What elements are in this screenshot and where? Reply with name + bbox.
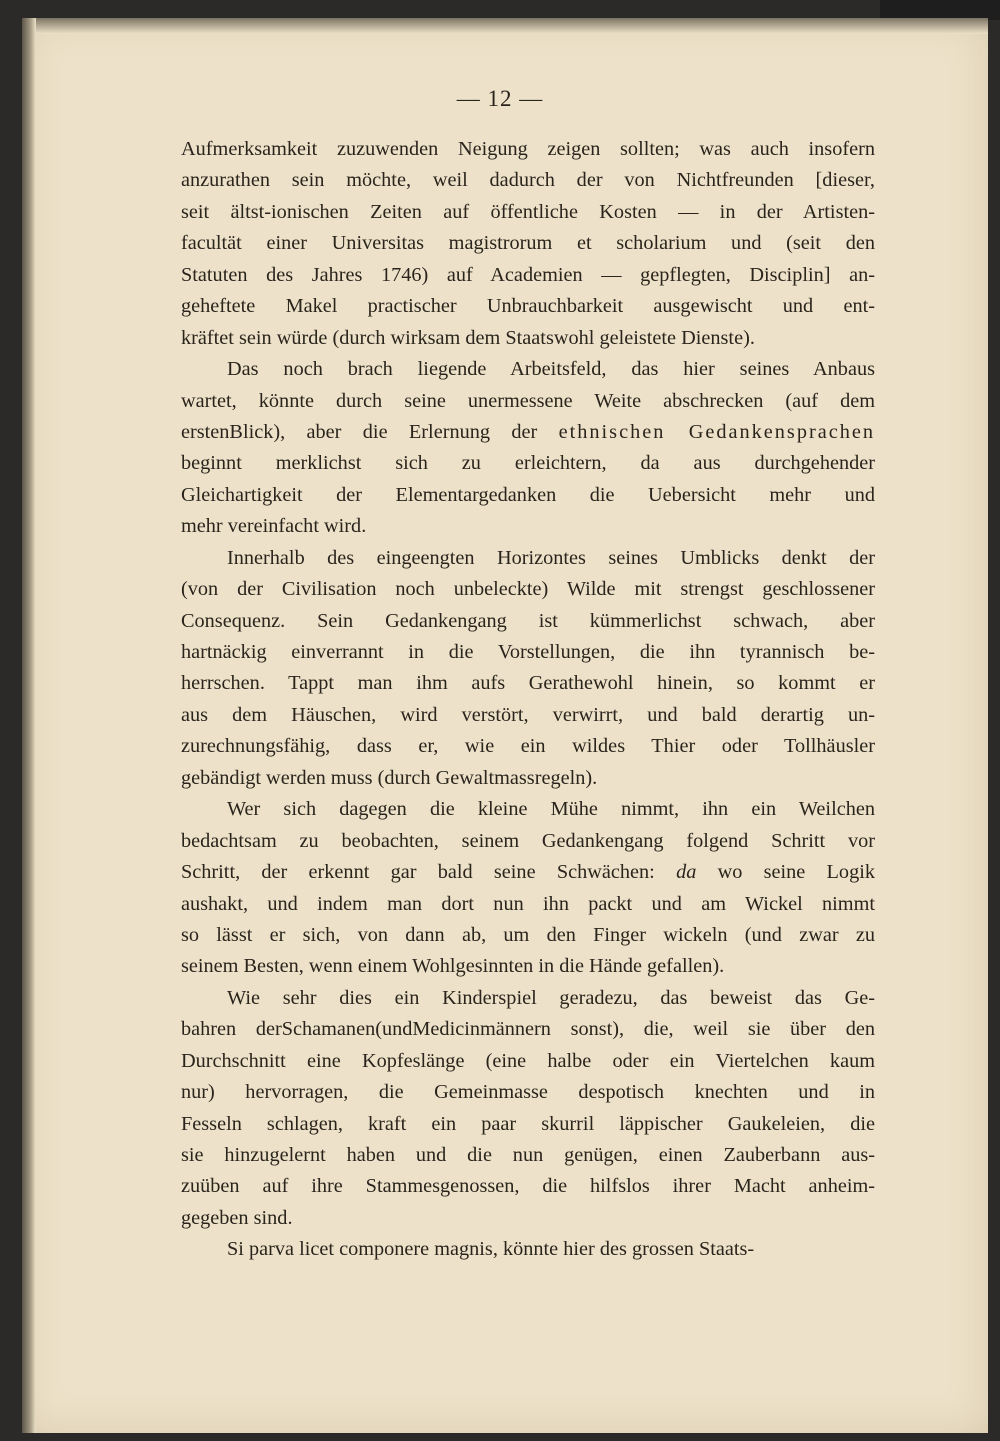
text-line: Gleichartigkeit der Elementargedanken die Uebersicht mehr und: [181, 483, 875, 506]
text-segment: wo seine Logik: [696, 861, 875, 884]
text-line: Aufmerksamkeit zuzuwenden Neigung zeigen sollten; was auch insofern: [181, 138, 875, 160]
text-line: hartnäckig einverrannt in die Vorstellungen, die ihn tyrannisch be-: [181, 641, 875, 663]
text-line: geheftete Makel practischer Unbrauchbarkeit ausgewischt und ent-: [181, 295, 875, 318]
text-line: Durchschnitt eine Kopfeslänge (eine halbe oder ein Viertelchen kaum: [181, 1049, 875, 1072]
text-line: (von der Civilisation noch unbeleckte) Wilde mit strengst geschlossener: [181, 578, 875, 601]
page-number: — 12 —: [456, 86, 544, 111]
text-line: [181, 857, 875, 888]
text-line: anzurathen sein möchte, weil dadurch der von Nichtfreunden [dieser,: [181, 169, 875, 192]
text-line: bahren derSchamanen(undMedicinmännern sonst), die, weil sie über den: [181, 1018, 875, 1041]
text-line: wartet, könnte durch seine unermessene Weite abschrecken (auf dem: [181, 389, 875, 412]
text-line: aus dem Häuschen, wird verstört, verwirrt, und bald derartig un-: [181, 703, 875, 726]
text-line: so lässt er sich, von dann ab, um den Finger wickeln (und zwar zu: [181, 923, 875, 946]
text-line: sie hinzugelernt haben und die nun genügen, einen Zauberbann aus-: [181, 1144, 875, 1166]
text-segment: Schritt, der erkennt gar bald seine Schwächen:: [181, 861, 677, 884]
text-line: Statuten des Jahres 1746) auf Academien — gepflegten, Disciplin] an-: [181, 263, 875, 286]
dark-corner: [880, 0, 1000, 20]
text-line: Wie sehr dies ein Kinderspiel geradezu, das beweist das Ge-: [227, 986, 875, 1009]
page-spine-shadow: [22, 18, 36, 1433]
italic-emphasis: da: [676, 861, 697, 884]
text-line: seinem Besten, wenn einem Wohlgesinnten in die Hände gefallen).: [181, 955, 725, 978]
text-line: [181, 417, 875, 448]
text-line: Consequenz. Sein Gedankengang ist kümmerlichst schwach, aber: [181, 609, 875, 632]
text-line: Das noch brach liegende Arbeitsfeld, das hier seines Anbaus: [227, 358, 875, 381]
text-line: mehr vereinfacht wird.: [181, 515, 367, 538]
text-line: zuüben auf ihre Stammesgenossen, die hilfslos ihrer Macht anheim-: [181, 1175, 875, 1198]
text-line: facultät einer Universitas magistrorum et scholarium und (seit den: [181, 232, 875, 255]
text-line: kräftet sein würde (durch wirksam dem Staatswohl geleistete Dienste).: [181, 326, 755, 349]
text-line: seit ältst-ionischen Zeiten auf öffentliche Kosten — in der Artisten-: [181, 200, 875, 223]
text-line: gegeben sind.: [181, 1206, 293, 1229]
page-top-shadow: [22, 18, 988, 34]
text-line: Si parva licet componere magnis, könnte hier des grossen Staats-: [227, 1238, 755, 1261]
text-line: nur) hervorragen, die Gemeinmasse despotisch knechten und in: [181, 1081, 875, 1104]
text-line: Innerhalb des eingeengten Horizontes seines Umblicks denkt der: [227, 546, 875, 569]
body-text: [181, 134, 875, 1266]
text-line: aushakt, und indem man dort nun ihn packt und am Wickel nimmt: [181, 892, 875, 915]
text-segment: erstenBlick), aber die Erlernung der: [181, 420, 559, 443]
text-line: beginnt merklichst sich zu erleichtern, da aus durchgehender: [181, 452, 875, 475]
text-line: bedachtsam zu beobachten, seinem Gedankengang folgend Schritt vor: [181, 829, 875, 852]
text-line: zurechnungsfähig, dass er, wie ein wildes Thier oder Tollhäusler: [181, 735, 875, 758]
text-line: Wer sich dagegen die kleine Mühe nimmt, ihn ein Weilchen: [227, 798, 875, 821]
spaced-emphasis: ethnischen Gedankensprachen: [558, 420, 875, 443]
text-line: gebändigt werden muss (durch Gewaltmassregeln).: [181, 766, 598, 789]
text-line: herrschen. Tappt man ihm aufs Gerathewohl hinein, so kommt er: [181, 672, 875, 695]
text-line: Fesseln schlagen, kraft ein paar skurril läppischer Gaukeleien, die: [181, 1112, 875, 1135]
